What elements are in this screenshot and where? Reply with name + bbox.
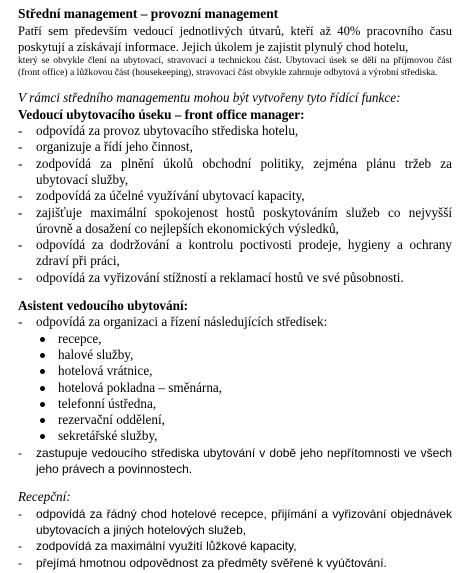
department-list — [18, 331, 452, 445]
assistant-heading: Asistent vedoucího ubytování: — [18, 298, 188, 314]
reception-heading: Recepční: — [18, 489, 71, 505]
list-item: - odpovídá za řádný chod hotelové recepce, přijímání a vyřizování objednávek ubytovacích a jiných hotelových služeb, — [18, 506, 452, 539]
list-item: - zodpovídá za maximální využití lůžkové kapacity, — [18, 538, 452, 554]
department-item: hotelová pokladna – směnárna, — [36, 380, 452, 396]
intro-paragraph: Patří sem především vedoucí jednotlivých útvarů, kteří až 40% pracovního času poskytují a získávají informace. Jejich úkolem je zajistit plynulý chod hotelu, — [18, 24, 452, 55]
department-item: rezervační oddělení, — [36, 412, 452, 428]
assistant-lead: odpovídá za organizaci a řízení následujících středisek: — [36, 314, 328, 330]
reception-list — [18, 506, 452, 571]
page-title: Střední management – provozní management — [18, 6, 279, 21]
list-item: - zastupuje vedoucího střediska ubytování v době jeho nepřítomnosti ve všech jeho právech a povinnostech. — [18, 445, 452, 478]
list-item: - zodpovídá za účelné využívání ubytovací kapacity, — [18, 188, 452, 204]
front-office-manager-heading: Vedoucí ubytovacího úseku – front office manager: — [18, 106, 305, 122]
intro-paragraph-small: který se obvykle člení na ubytovací, stravovací a technickou část. Ubytovací úsek se dělí na příjmovou část (front office) a lůžkovou část (housekeeping), stravovací část obvykle zahrnuje odbytová a výrobní střediska. — [18, 55, 452, 78]
list-item: - organizuje a řídí jeho činnost, — [18, 139, 452, 155]
department-item: recepce, — [36, 331, 452, 347]
assistant-list — [18, 314, 452, 330]
department-item: halové služby, — [36, 347, 452, 363]
assistant-tail-list — [18, 445, 452, 478]
list-item: - zodpovídá za plnění úkolů obchodní politiky, zejména plánu tržeb za ubytovací služby, — [18, 156, 452, 189]
list-item: - odpovídá za vyřizování stížností a reklamací hostů ve své působnosti. — [18, 270, 452, 286]
list-item: - zajišťuje maximální spokojenost hostů poskytováním služeb co nejvyšší úrovně a dosažení co nejlepších ekonomických výsledků, — [18, 205, 452, 238]
department-item: telefonní ústředna, — [36, 396, 452, 412]
front-office-manager-list — [18, 123, 452, 286]
list-item: - odpovídá za dodržování a kontrolu poctivosti prodeje, hygieny a ochrany zdraví při práci, — [18, 237, 452, 270]
list-item — [18, 314, 452, 330]
functions-intro: V rámci středního managementu mohou být vytvořeny tyto řídící funkce: — [18, 90, 401, 106]
list-item: - odpovídá za provoz ubytovacího střediska hotelu, — [18, 123, 452, 139]
department-item: sekretářské služby, — [36, 428, 452, 444]
list-item: - přejímá hmotnou odpovědnost za předměty svěřené k vyúčtování. — [18, 555, 452, 571]
department-item: hotelová vrátnice, — [36, 363, 452, 379]
